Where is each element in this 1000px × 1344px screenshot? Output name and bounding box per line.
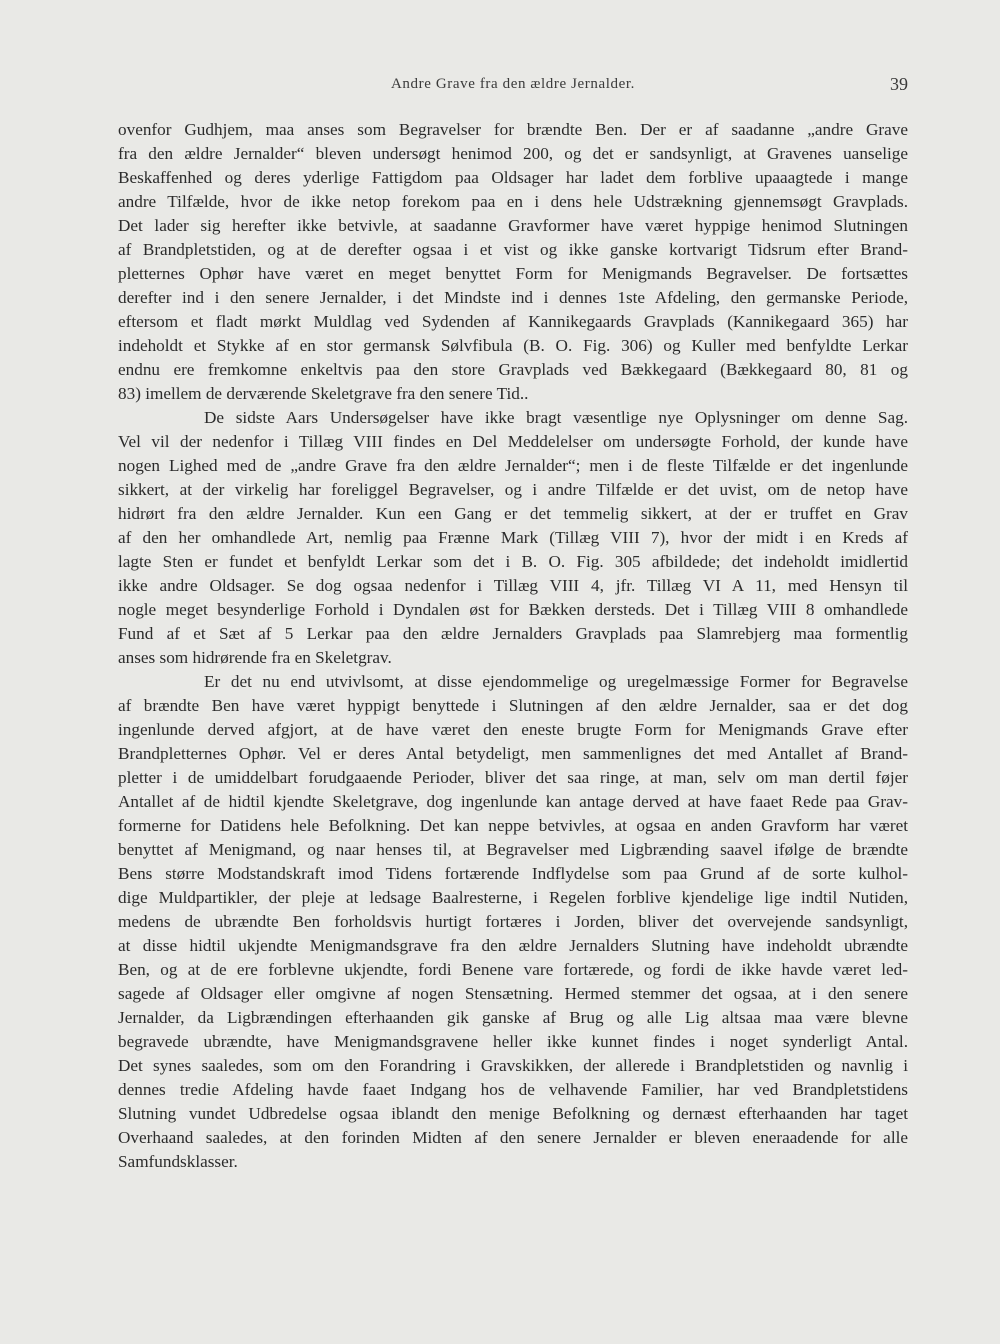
text-line: Vel vil der nedenfor i Tillæg VIII findes en Del Meddelelser om undersøgte Forhold, der kunde have [118, 432, 908, 451]
text-line: ikke andre Oldsager. Se dog ogsaa nedenfor i Tillæg VIII 4, jfr. Tillæg VI A 11, med Hensyn til [118, 576, 908, 595]
paragraph [118, 406, 908, 670]
text-line: pletter i de umiddelbart forudgaaende Perioder, bliver det saa ringe, at man, selv om man dertil føjer [118, 768, 908, 787]
text-line: lagte Sten er fundet et benfyldt Lerkar som det i B. O. Fig. 305 afbildede; det indeholdt imidlertid [118, 552, 908, 571]
text-line: andre Tilfælde, hvor de ikke netop forekom paa en i dens hele Udstrækning gjennemsøgt Gravplads. [118, 192, 908, 211]
running-title: Andre Grave fra den ældre Jernalder. [391, 76, 635, 92]
text-line: Jernalder, da Ligbrændingen efterhaanden gik ganske af Brug og alle Lig altsaa maa være blevne [118, 1008, 908, 1027]
text-line: begravede ubrændte, have Menigmandsgravene heller ikke kunnet findes i noget synderligt Antal. [118, 1032, 908, 1051]
text-line: medens de ubrændte Ben forholdsvis hurtigt fortæres i Jorden, bliver det overvejende sandsynligt, [118, 912, 908, 931]
text-line: Beskaffenhed og deres yderlige Fattigdom paa Oldsager har ladet dem forblive upaaagtede i mange [118, 168, 908, 187]
text-line: nogen Lighed med de „andre Grave fra den ældre Jernalder“; men i de fleste Tilfælde er det ingenlunde [118, 456, 908, 475]
text-line: sikkert, at der virkelig har foreliggel Begravelser, og i andre Tilfælde er det uvist, om de netop have [118, 480, 908, 499]
text-line: benyttet af Menigmand, og naar henses til, at Begravelser med Ligbrænding saavel ifølge de brændte [118, 840, 908, 859]
page-number: 39 [890, 74, 908, 94]
paragraph [118, 118, 908, 406]
text-line: hidrørt fra den ældre Jernalder. Kun een Gang er det temmelig sikkert, at der er truffet en Grav [118, 504, 908, 523]
text-line: ovenfor Gudhjem, maa anses som Begravelser for brændte Ben. Der er af saadanne „andre Grave [118, 120, 908, 139]
text-line: Det lader sig herefter ikke betvivle, at saadanne Gravformer have været hyppige henimod Slutningen [118, 216, 908, 235]
text-line: Er det nu end utvivlsomt, at disse ejendommelige og uregelmæssige Former for Begravelse [204, 672, 908, 691]
text-line: Ben, og at de ere forblevne ukjendte, fordi Benene vare fortærede, og fordi de ikke havde været led- [118, 960, 908, 979]
text-line: af brændte Ben have været hyppigt benyttede i Slutningen af den ældre Jernalder, saa er det dog [118, 696, 908, 715]
text-line: af Brandpletstiden, og at de derefter ogsaa i et vist og ikke ganske kortvarigt Tidsrum efter Brand- [118, 240, 908, 259]
text-line: Antallet af de hidtil kjendte Skeletgrave, dog ingenlunde kan antage derved at have faaet Rede paa Grav- [118, 792, 908, 811]
text-line: dige Muldpartikler, der pleje at ledsage Baalresterne, i Regelen forblive kjendelige lige indtil Nutiden, [118, 888, 908, 907]
text-line: endnu ere fremkomne enkeltvis paa den store Gravplads ved Bækkegaard (Bækkegaard 80, 81 og [118, 360, 908, 379]
text-line: ingenlunde derved afgjort, at de have været den eneste brugte Form for Menigmands Grave efter [118, 720, 908, 739]
paragraph [118, 670, 908, 1174]
running-head [118, 76, 908, 100]
text-line: pletternes Ophør have været en meget benyttet Form for Menigmands Begravelser. De fortsættes [118, 264, 908, 283]
text-line: anses som hidrørende fra en Skeletgrav. [118, 648, 392, 667]
text-line: eftersom et fladt mørkt Muldlag ved Sydenden af Kannikegaards Gravplads (Kannikegaard 365) har [118, 312, 908, 331]
text-line: Brandpletternes Ophør. Vel er deres Antal betydeligt, men sammenlignes det med Antallet af Brand- [118, 744, 908, 763]
text-line: Slutning vundet Udbredelse ogsaa iblandt den menige Befolkning og dernæst efterhaanden har taget [118, 1104, 908, 1123]
text-line: derefter ind i den senere Jernalder, i det Mindste ind i dennes 1ste Afdeling, den germanske Periode, [118, 288, 908, 307]
text-line: nogle meget besynderlige Forhold i Dyndalen øst for Bækken dersteds. Det i Tillæg VIII 8 omhandlede [118, 600, 908, 619]
text-line: sagede af Oldsager eller omgivne af nogen Stensætning. Hermed stemmer det ogsaa, at i den senere [118, 984, 908, 1003]
text-line: Fund af et Sæt af 5 Lerkar paa den ældre Jernalders Gravplads paa Slamrebjerg maa formentlig [118, 624, 908, 643]
text-line: 83) imellem de derværende Skeletgrave fra den senere Tid.. [118, 384, 529, 403]
body-text [118, 118, 908, 1174]
text-line: dennes tredie Afdeling havde faaet Indgang hos de velhavende Familier, har ved Brandpletstidens [118, 1080, 908, 1099]
text-line: formerne for Datidens hele Befolkning. Det kan neppe betvivles, at ogsaa en anden Gravform har været [118, 816, 908, 835]
text-line: Overhaand saaledes, at den forinden Midten af den senere Jernalder er bleven eneraadende for alle [118, 1128, 908, 1147]
text-line: indeholdt et Stykke af en stor germansk Sølvfibula (B. O. Fig. 306) og Kuller med benfyldte Lerkar [118, 336, 908, 355]
text-line: at disse hidtil ukjendte Menigmandsgrave fra den ældre Jernalders Slutning have indeholdt ubrændte [118, 936, 908, 955]
text-line: Samfundsklasser. [118, 1152, 238, 1171]
text-line: De sidste Aars Undersøgelser have ikke bragt væsentlige nye Oplysninger om denne Sag. [204, 408, 908, 427]
text-line: af den her omhandlede Art, nemlig paa Frænne Mark (Tillæg VIII 7), hvor der midt i en Kreds af [118, 528, 908, 547]
text-line: Bens større Modstandskraft imod Tidens fortærende Indflydelse som paa Grund af de sorte kulhol- [118, 864, 908, 883]
text-line: fra den ældre Jernalder“ bleven undersøgt henimod 200, og det er sandsynligt, at Gravenes uanselige [118, 144, 908, 163]
text-line: Det synes saaledes, som om den Forandring i Gravskikken, der allerede i Brandpletstiden og navnlig i [118, 1056, 908, 1075]
